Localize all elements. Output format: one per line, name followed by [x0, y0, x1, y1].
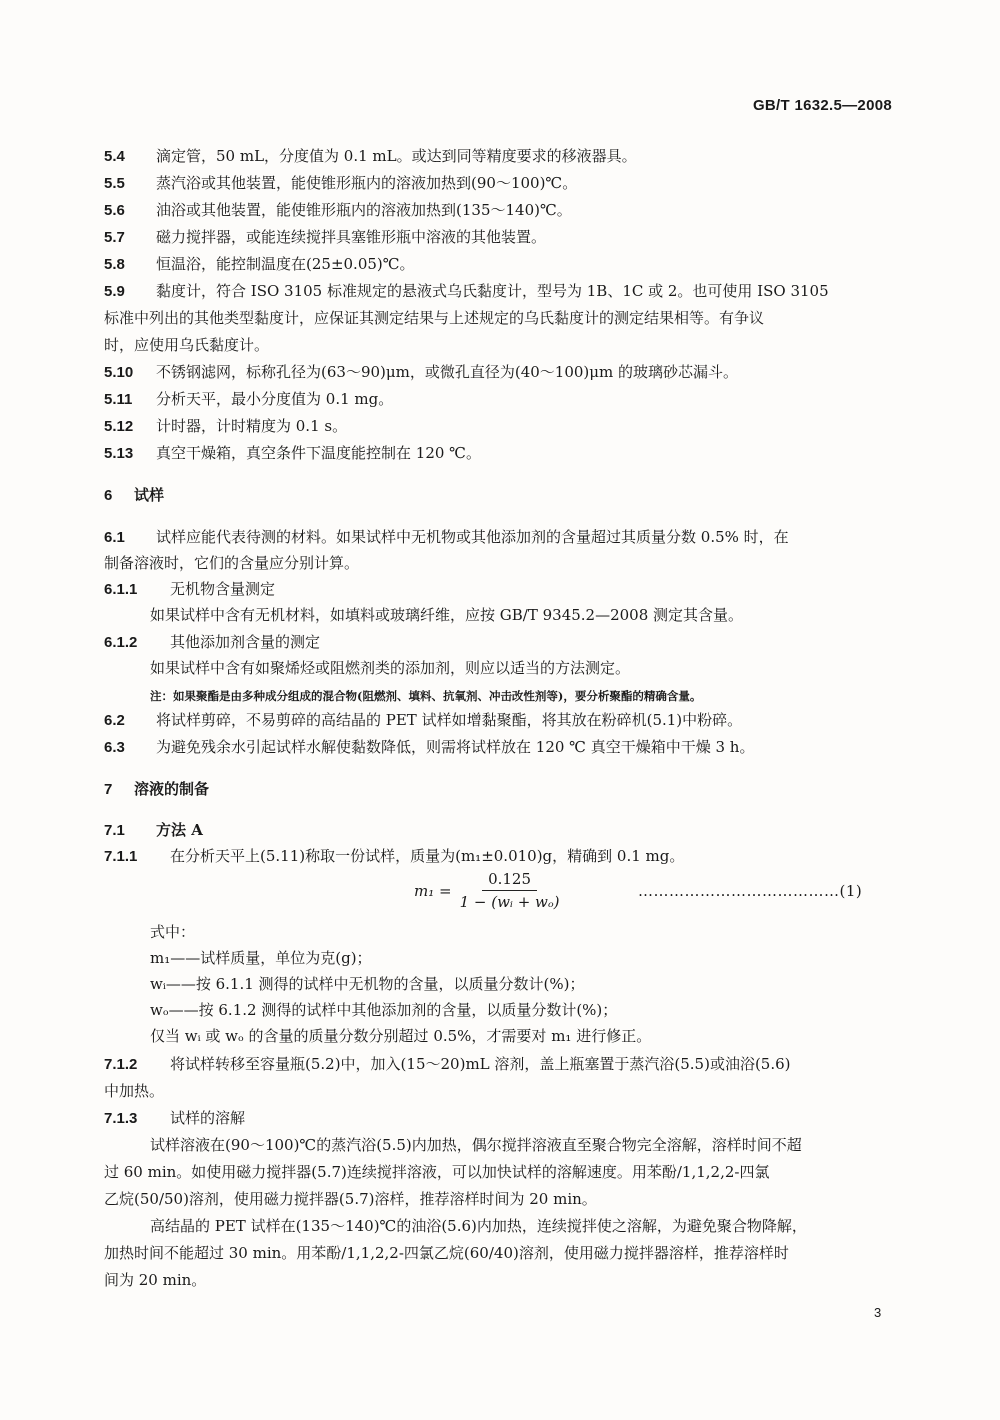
clause-7-1-1 — [104, 846, 684, 867]
where-label: 式中： — [150, 923, 196, 941]
clause-number: 6.3 — [104, 739, 125, 756]
page-number: 3 — [874, 1305, 882, 1320]
clause-5-10 — [104, 362, 738, 383]
clause-text: 试样应能代表待测的材料。如果试样中无机物或其他添加剂的含量超过其质量分数 0.5% 时，在 — [156, 528, 789, 546]
clause-5-9-cont: 标准中列出的其他类型黏度计，应保证其测定结果与上述规定的乌氏黏度计的测定结果相等。有争议 — [104, 309, 765, 327]
clause-text: 真空干燥箱，真空条件下温度能控制在 120 ℃。 — [156, 444, 481, 462]
definition-note: 仅当 wᵢ 或 wₒ 的含量的质量分数分别超过 0.5%，才需要对 m₁ 进行修正。 — [150, 1027, 652, 1045]
clause-title: 试样的溶解 — [170, 1109, 246, 1127]
clause-5-13 — [104, 443, 481, 464]
paragraph-line: 间为 20 min。 — [104, 1271, 207, 1289]
clause-number: 7.1.2 — [104, 1056, 138, 1073]
clause-6-1 — [104, 527, 789, 548]
note: 注：如果聚酯是由多种成分组成的混合物(阻燃剂、填料、抗氧剂、冲击改性剂等)，要分析聚酯的精确含量。 — [150, 689, 702, 703]
clause-number: 5.8 — [104, 256, 125, 273]
clause-text: 滴定管，50 mL，分度值为 0.1 mL。或达到同等精度要求的移液器具。 — [156, 147, 637, 165]
clause-text: 磁力搅拌器，或能连续搅拌具塞锥形瓶中溶液的其他装置。 — [156, 228, 547, 246]
clause-text: 黏度计，符合 ISO 3105 标准规定的悬液式乌氏黏度计，型号为 1B、1C 或 2。也可使用 ISO 3105 — [156, 282, 829, 300]
clause-5-9 — [104, 281, 829, 302]
paragraph-line: 高结晶的 PET 试样在(135～140)℃的油浴(5.6)内加热，连续搅拌使之溶解，为避免聚合物降解， — [150, 1217, 807, 1235]
definition: wₒ——按 6.1.2 测得的试样中其他添加剂的含量，以质量分数计(%)； — [150, 1001, 618, 1019]
formula-denominator: 1 − (wᵢ + wₒ) — [459, 893, 560, 911]
section-7-heading — [104, 779, 209, 800]
clause-5-7 — [104, 227, 546, 248]
clause-7-1 — [104, 820, 203, 841]
formula-1 — [414, 870, 560, 911]
paragraph-line: 加热时间不能超过 30 min。用苯酚/1,1,2,2-四氯乙烷(60/40)溶剂，使用磁力搅拌器溶样，推荐溶样时 — [104, 1244, 789, 1262]
clause-number: 5.13 — [104, 445, 134, 462]
section-title: 溶液的制备 — [134, 780, 210, 798]
clause-6-2 — [104, 710, 742, 731]
clause-number: 6.1.1 — [104, 581, 138, 598]
clause-number: 5.6 — [104, 202, 125, 219]
clause-text: 为避免残余水引起试样水解使黏数降低，则需将试样放在 120 ℃ 真空干燥箱中干燥 3 h。 — [156, 738, 755, 756]
paragraph-line: 试样溶液在(90～100)℃的蒸汽浴(5.5)内加热，偶尔搅拌溶液直至聚合物完全溶解，溶样时间不超 — [150, 1136, 802, 1154]
clause-text: 油浴或其他装置，能使锥形瓶内的溶液加热到(135～140)℃。 — [156, 201, 572, 219]
clause-7-1-2-cont: 中加热。 — [104, 1082, 165, 1100]
clause-text: 将试样剪碎，不易剪碎的高结晶的 PET 试样如增黏聚酯，将其放在粉碎机(5.1)中粉碎。 — [156, 711, 743, 729]
clause-text: 计时器，计时精度为 0.1 s。 — [156, 417, 348, 435]
section-number: 6 — [104, 487, 113, 504]
clause-6-1-cont: 制备溶液时，它们的含量应分别计算。 — [104, 554, 360, 572]
clause-number: 5.10 — [104, 364, 134, 381]
clause-5-8 — [104, 254, 415, 275]
clause-6-1-1-body: 如果试样中含有无机材料，如填料或玻璃纤维，应按 GB/T 9345.2—2008 测定其含量。 — [150, 606, 744, 624]
clause-6-3 — [104, 737, 754, 758]
clause-text: 将试样转移至容量瓶(5.2)中，加入(15～20)mL 溶剂，盖上瓶塞置于蒸汽浴(5.5)或油浴(5.6) — [170, 1055, 791, 1073]
clause-text: 不锈钢滤网，标称孔径为(63～90)μm，或微孔直径为(40～100)μm 的玻璃砂芯漏斗。 — [156, 363, 739, 381]
clause-7-1-2 — [104, 1054, 791, 1075]
section-title: 试样 — [134, 486, 165, 504]
formula-numerator: 0.125 — [482, 870, 537, 891]
clause-text: 恒温浴，能控制温度在(25±0.05)℃。 — [156, 255, 415, 273]
clause-number: 5.5 — [104, 175, 125, 192]
clause-number: 7.1 — [104, 822, 125, 839]
clause-title: 其他添加剂含量的测定 — [170, 633, 321, 651]
definition: m₁——试样质量，单位为克(g)； — [150, 949, 372, 967]
section-number: 7 — [104, 781, 113, 798]
clause-5-12 — [104, 416, 347, 437]
clause-5-9-cont: 时，应使用乌氏黏度计。 — [104, 336, 270, 354]
clause-number: 5.11 — [104, 391, 133, 408]
paragraph-line: 过 60 min。如使用磁力搅拌器(5.7)连续搅拌溶液，可以加快试样的溶解速度。用苯酚/1,1,2,2-四氯 — [104, 1163, 770, 1181]
clause-text: 分析天平，最小分度值为 0.1 mg。 — [156, 390, 394, 408]
clause-text: 在分析天平上(5.11)称取一份试样，质量为(m₁±0.010)g，精确到 0.1 mg。 — [170, 847, 685, 865]
definition: wᵢ——按 6.1.1 测得的试样中无机物的含量，以质量分数计(%)； — [150, 975, 585, 993]
clause-number: 6.2 — [104, 712, 125, 729]
clause-5-5 — [104, 173, 577, 194]
formula-lhs: m₁ = — [414, 881, 452, 900]
clause-title: 方法 A — [156, 821, 203, 839]
clause-number: 6.1.2 — [104, 634, 138, 651]
clause-text: 蒸汽浴或其他装置，能使锥形瓶内的溶液加热到(90～100)℃。 — [156, 174, 578, 192]
clause-number: 7.1.3 — [104, 1110, 138, 1127]
clause-number: 7.1.1 — [104, 848, 138, 865]
section-6-heading — [104, 485, 164, 506]
clause-number: 5.7 — [104, 229, 125, 246]
clause-6-1-2-body: 如果试样中含有如聚烯烃或阻燃剂类的添加剂，则应以适当的方法测定。 — [150, 659, 631, 677]
clause-5-4 — [104, 146, 637, 167]
clause-number: 5.9 — [104, 283, 125, 300]
clause-6-1-2 — [104, 632, 320, 653]
clause-title: 无机物含量测定 — [170, 580, 276, 598]
formula-fraction — [460, 870, 560, 911]
clause-number: 6.1 — [104, 529, 125, 546]
paragraph-line: 乙烷(50/50)溶剂，使用磁力搅拌器(5.7)溶样，推荐溶样时间为 20 min。 — [104, 1190, 597, 1208]
standard-header: GB/T 1632.5—2008 — [752, 97, 892, 114]
clause-number: 5.12 — [104, 418, 134, 435]
clause-5-11 — [104, 389, 393, 410]
clause-number: 5.4 — [104, 148, 125, 165]
equation-number: …………………………………(1) — [638, 882, 863, 900]
clause-6-1-1 — [104, 579, 275, 600]
clause-5-6 — [104, 200, 572, 221]
clause-7-1-3 — [104, 1108, 245, 1129]
